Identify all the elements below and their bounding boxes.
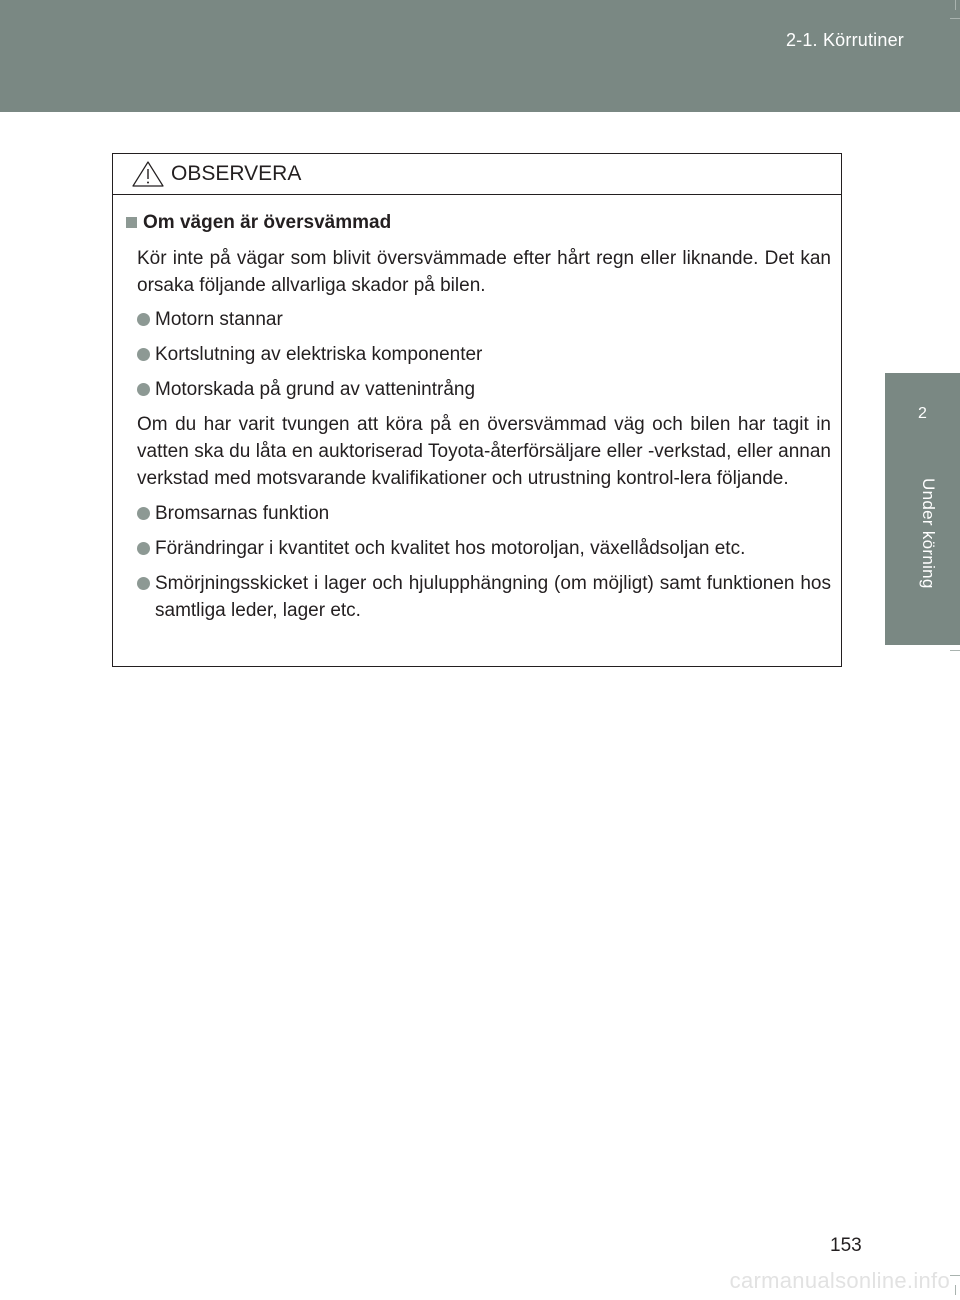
list-item bbox=[137, 535, 831, 562]
square-bullet-icon bbox=[126, 217, 137, 228]
crop-mark bbox=[955, 0, 956, 10]
crop-mark bbox=[950, 1275, 960, 1276]
intro-paragraph: Kör inte på vägar som blivit översvämmade efter hårt regn eller liknande. Det kan orsaka följande allvarliga skador på bilen. bbox=[137, 248, 831, 296]
list-item bbox=[137, 341, 831, 368]
check-item-text: Smörjningsskicket i lager och hjulupphängning (om möjligt) samt funktionen hos samtliga leder, lager etc. bbox=[155, 573, 831, 621]
header-band bbox=[0, 0, 960, 112]
warning-triangle-icon bbox=[131, 160, 165, 188]
round-bullet-icon bbox=[137, 383, 150, 396]
flood-heading-text: Om vägen är översvämmad bbox=[143, 212, 392, 233]
chapter-tab bbox=[885, 373, 960, 466]
damage-item-text: Kortslutning av elektriska komponenter bbox=[155, 344, 483, 365]
round-bullet-icon bbox=[137, 507, 150, 520]
damage-item-text: Motorskada på grund av vattenintrång bbox=[155, 379, 476, 400]
list-item bbox=[137, 500, 831, 527]
page-number: 153 bbox=[830, 1235, 862, 1256]
check-item-text: Förändringar i kvantitet och kvalitet hos motoroljan, växellådsoljan etc. bbox=[155, 538, 746, 559]
round-bullet-icon bbox=[137, 577, 150, 590]
damage-item-text: Motorn stannar bbox=[155, 309, 283, 330]
watermark: carmanualsonline.info bbox=[729, 1268, 950, 1293]
round-bullet-icon bbox=[137, 313, 150, 326]
chapter-number: 2 bbox=[918, 405, 927, 422]
round-bullet-icon bbox=[137, 348, 150, 361]
round-bullet-icon bbox=[137, 542, 150, 555]
list-item bbox=[137, 570, 831, 624]
chapter-label: Under körning bbox=[919, 478, 938, 589]
flood-heading bbox=[123, 209, 831, 236]
chapter-side-band bbox=[885, 466, 960, 645]
list-item bbox=[137, 376, 831, 403]
crop-mark bbox=[950, 650, 960, 651]
check-item-text: Bromsarnas funktion bbox=[155, 503, 330, 524]
advice-paragraph: Om du har varit tvungen att köra på en översvämmad väg och bilen har tagit in vatten ska du låta en auktoriserad Toyota-återförsäljare eller -verkstad, eller annan verkstad med motsvarande kvalifikationer och utrustning kontrol-lera följande. bbox=[137, 414, 831, 489]
crop-mark bbox=[950, 18, 960, 19]
caution-body bbox=[113, 195, 841, 624]
caution-header bbox=[113, 154, 841, 195]
crop-mark bbox=[955, 1285, 956, 1295]
caution-title: OBSERVERA bbox=[171, 162, 302, 185]
list-item bbox=[137, 306, 831, 333]
section-title: 2-1. Körrutiner bbox=[785, 30, 904, 50]
caution-box bbox=[112, 153, 842, 667]
